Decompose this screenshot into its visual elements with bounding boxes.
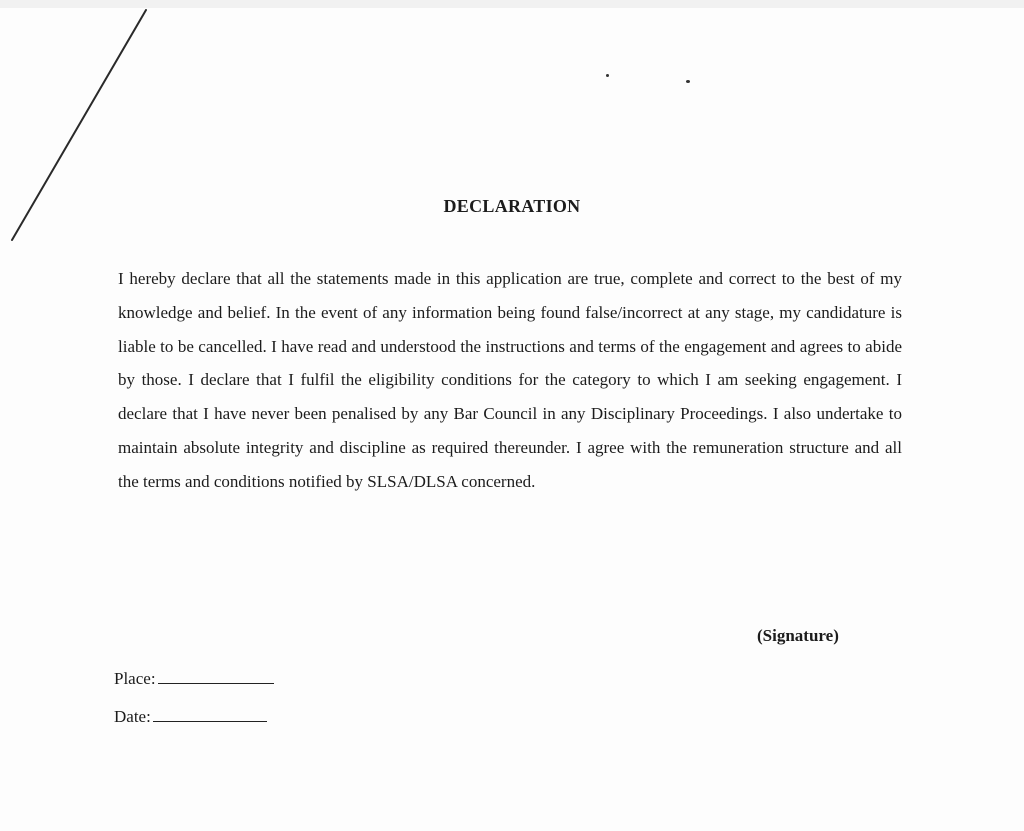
date-label: Date:: [114, 707, 151, 726]
date-blank-line: [153, 703, 267, 722]
signature-label: (Signature): [757, 626, 839, 645]
declaration-title: DECLARATION: [443, 196, 581, 216]
declaration-body: I hereby declare that all the statements made in this application are true, complete and correct to the best of my knowledge and belief. In the event of any information being found false/incorrect at any stage, my candidature is liable to be cancelled. I have read and understood the instructions and terms of the engagement and agrees to abide by those. I declare that I fulfil the eligibility conditions for the category to which I am seeking engagement. I declare that I have never been penalised by any Bar Council in any Disciplinary Proceedings. I also undertake to maintain absolute integrity and discipline as required thereunder. I agree with the remuneration structure and all the terms and conditions notified by SLSA/DLSA concerned.: [118, 269, 902, 491]
place-blank-line: [158, 665, 274, 684]
scan-speck: [606, 74, 609, 77]
place-field: [114, 665, 274, 689]
place-label: Place:: [114, 669, 156, 688]
scan-speck: [686, 80, 690, 83]
date-field: [114, 703, 267, 727]
